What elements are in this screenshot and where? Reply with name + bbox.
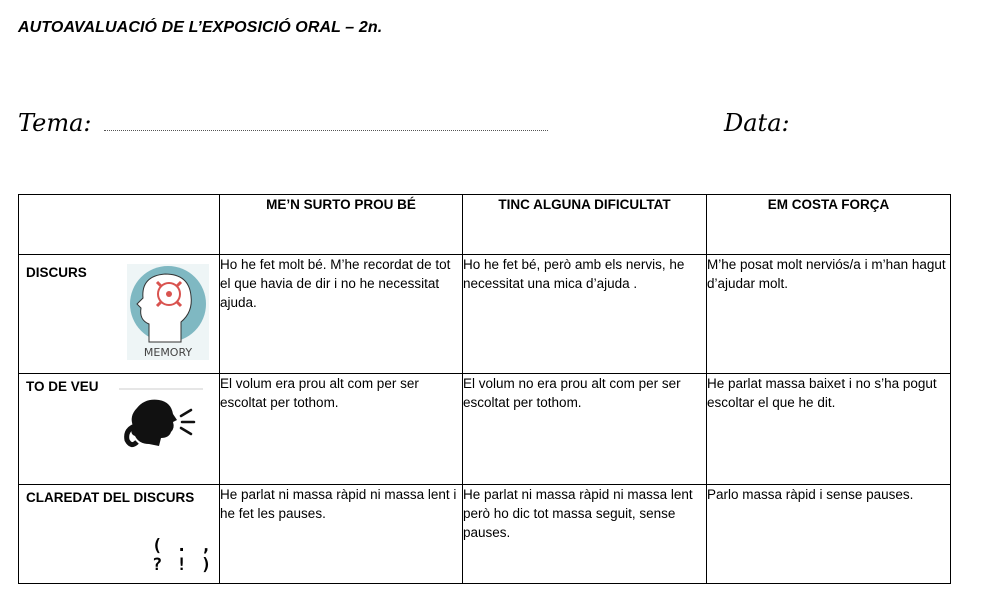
tema-label: Tema: — [18, 109, 92, 137]
row-header-claredat — [19, 485, 220, 584]
speaking-head-icon — [119, 386, 203, 456]
tema-input-line[interactable] — [104, 130, 548, 131]
header-row — [19, 195, 951, 255]
cell-to-de-veu-some-difficulty: El volum no era prou alt com per ser escoltat per tothom. — [463, 374, 707, 485]
memory-caption: MEMORY — [143, 346, 193, 359]
cell-claredat-some-difficulty: He parlat ni massa ràpid ni massa lent però ho dic tot massa seguit, sense pauses. — [463, 485, 707, 584]
cell-to-de-veu-hard: He parlat massa baixet i no s’ha pogut escoltar el que he dit. — [707, 374, 951, 485]
header-cell-some-difficulty: TINC ALGUNA DIFICULTAT — [463, 195, 707, 255]
cell-to-de-veu-good: El volum era prou alt com per ser escoltat per tothom. — [220, 374, 463, 485]
cell-discurs-good: Ho he fet molt bé. M’he recordat de tot el que havia de dir i no he necessitat ajuda. — [220, 255, 463, 374]
self-evaluation-table — [18, 194, 951, 584]
punctuation-symbols: ( . , ? ! ) — [152, 536, 214, 575]
table-row-to-de-veu — [19, 374, 951, 485]
page-title: AUTOAVALUACIÓ DE L’EXPOSICIÓ ORAL – 2n. — [18, 19, 383, 36]
header-cell-hard: EM COSTA FORÇA — [707, 195, 951, 255]
table-row-claredat — [19, 485, 951, 584]
row-label: DISCURS — [26, 265, 87, 280]
data-label: Data: — [724, 109, 790, 137]
memory-head-icon — [127, 264, 209, 360]
row-label: TO DE VEU — [26, 379, 99, 394]
table-row-discurs — [19, 255, 951, 374]
cell-claredat-good: He parlat ni massa ràpid ni massa lent i he fet les pauses. — [220, 485, 463, 584]
cell-claredat-hard: Parlo massa ràpid i sense pauses. — [707, 485, 951, 584]
header-cell-good: ME’N SURTO PROU BÉ — [220, 195, 463, 255]
row-label: CLAREDAT DEL DISCURS — [26, 490, 195, 505]
row-header-discurs — [19, 255, 220, 374]
row-header-to-de-veu — [19, 374, 220, 485]
cell-discurs-some-difficulty: Ho he fet bé, però amb els nervis, he necessitat una mica d’ajuda . — [463, 255, 707, 374]
header-cell-empty — [19, 195, 220, 255]
cell-discurs-hard: M’he posat molt nerviós/a i m’han hagut d’ajudar molt. — [707, 255, 951, 374]
